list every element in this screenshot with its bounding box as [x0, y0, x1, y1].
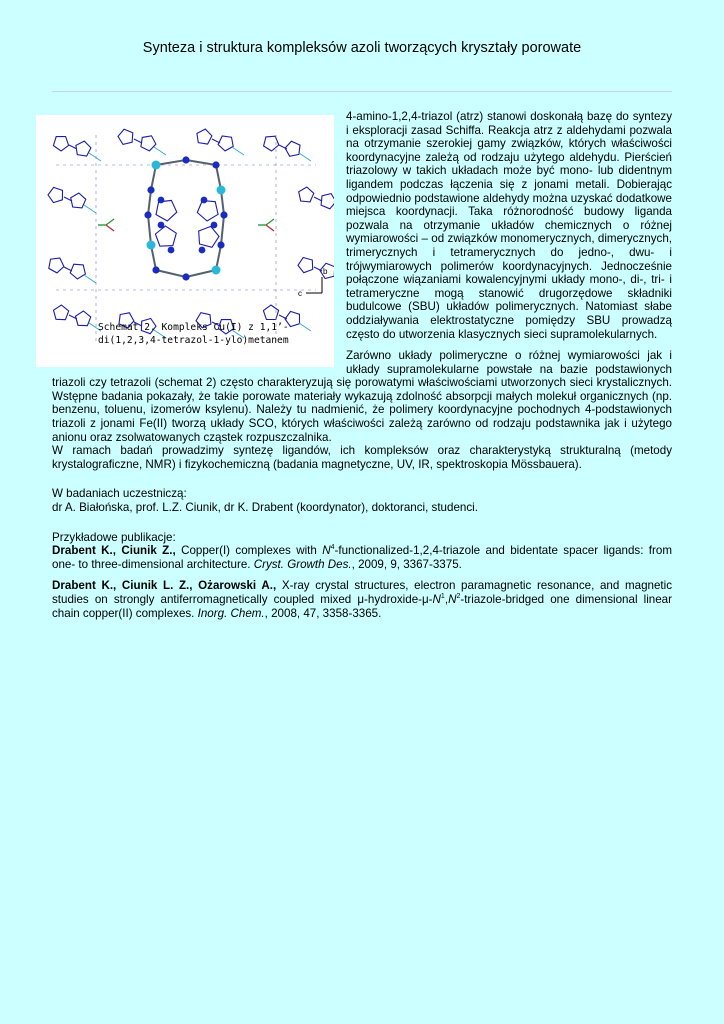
bond	[186, 160, 216, 165]
team-members: dr A. Białońska, prof. L.Z. Ciunik, dr K. Drabent (koordynator), doktoranci, studenci.	[52, 501, 478, 515]
tetrazole-ring	[156, 200, 177, 221]
tetrazole-ring	[218, 136, 233, 151]
publication-1	[52, 544, 672, 571]
copper-atom	[152, 161, 161, 170]
pub1-authors: Drabent K., Ciunik Z.,	[52, 544, 176, 558]
pub2-details: , 2008, 47, 3358-3365.	[264, 606, 382, 620]
tetrazole-ring	[299, 187, 314, 202]
pub2-n1-italic: N	[432, 593, 441, 606]
main-content	[52, 110, 672, 620]
bond	[299, 153, 311, 161]
bond	[266, 225, 274, 231]
nitrogen-atom	[168, 247, 175, 254]
tetrazole-ring	[321, 194, 334, 209]
paragraph-porous: Zarówno układy polimeryczne o różnej wymiarowości jak i układy supramolekularne powstałe na bazie podstawionych triazoli czy tetrazoli (schemat 2) często charakteryzują się porowatymi właściwościami utworzonych sieci krystalicznych. Wstępne badania pokazały, że takie porowate materiały wykazują zdolność absorpcji małych molekuł organicznych (np. benzenu, toluenu, izomerów ksylenu). Należy tu nadmienić, że polimery koordynacyjne pochodnych 4-podstawionych triazoli z jonami Fe(II) tworzą układy SCO, których właściwości zależą zarówno od rodzaju podstawnika jak i użytego anionu oraz zsolwatowanych cząstek rozpuszczalnika.	[52, 349, 672, 444]
pub1-details: , 2009, 9, 3367-3375.	[351, 557, 462, 571]
bond	[221, 215, 224, 245]
nitrogen-atom	[217, 241, 224, 248]
tetrazole-ring	[76, 311, 91, 326]
caption-line-1: Schemat 2. Kompleks Cu(I) z 1,1’-	[98, 322, 289, 333]
pub1-n-italic: N	[322, 544, 331, 558]
bond	[84, 275, 96, 283]
page-title: Synteza i struktura kompleksów azoli tworzących kryształy porowate	[142, 40, 582, 56]
pub2-superscript-1: 1	[440, 593, 445, 600]
bond	[232, 147, 244, 155]
pub1-title-end: -functionalized-1,2,4-triazole and bidentate spacer ligands: from one- to three-dimensional architecture.	[52, 544, 672, 571]
pub2-superscript-2: 2	[456, 593, 461, 600]
paragraph-research: W ramach badań prowadzimy syntezę ligandów, ich kompleksów oraz charakterystyką strukturalną (metody krystalograficzne, NMR) i fizykochemiczną (badania magnetyczne, UV, IR, spektroskopia Mössbauera).	[52, 444, 672, 471]
bond	[84, 205, 96, 213]
tetrazole-ring	[197, 129, 212, 144]
tetrazole-ring	[285, 141, 300, 156]
tetrazole-ring	[263, 305, 278, 320]
nitrogen-atom	[220, 211, 227, 218]
figure-caption	[98, 321, 298, 347]
tetrazole-ring	[298, 258, 313, 273]
nitrogen-atom	[182, 156, 189, 163]
bond	[106, 225, 114, 231]
tetrazole-ring	[48, 187, 63, 202]
publications-section	[52, 531, 672, 621]
nitrogen-atom	[158, 197, 165, 204]
tetrazole-ring	[155, 226, 176, 246]
tetrazole-ring	[54, 305, 69, 320]
bond	[148, 190, 151, 215]
bond	[266, 219, 274, 225]
copper-atom	[217, 186, 226, 195]
bond	[134, 139, 142, 143]
tetrazole-ring	[264, 136, 279, 151]
tetrazole-ring	[197, 201, 218, 221]
bond	[154, 147, 166, 155]
paragraph-intro: 4-amino-1,2,4-triazol (atrz) stanowi doskonałą bazę do syntezy i eksploracji zasad Schiffa. Reakcja atrz z aldehydami pozwala na otrzymanie szerokiej gamy związków, których właściwości koordynacyjne zależą od rodzaju użytego aldehydu. Pierścień triazolowy w takich układach może być mono- lub didentnym ligandem podczas łączenia się z jonami metali. Dobierając odpowiednio podstawione aldehydy można uzyskać dodatkowe miejsca koordynacji. Taka różnorodność budowy liganda pozwala na otrzymanie układów chemicznych o różnej wymiarowości – od związków monomerycznych, dimerycznych, trimerycznych i tetramerycznych do jedno-, dwu- i trójwymiarowych polimerów koordynacyjnych. Jednocześnie połączone wiązaniami kowalencyjnymi układy mono-, di-, tri- i tetrameryczne mogą stanowić drugorzędowe składniki budulcowe (SBU) układów polimerycznych. Natomiast słabe oddziaływania elektrostatyczne pomiędzy SBU prowadzą często do utworzenia klasycznych sieci supramolekularnych.	[346, 110, 672, 341]
nitrogen-atom	[158, 222, 165, 229]
pub2-title-start: X-ray crystal structures, electron paramagnetic resonance, and magnetic studies on strongly antiferromagnetically coupled mixed μ-hydroxide-μ-	[52, 579, 673, 606]
copper-atom	[212, 266, 221, 275]
publication-2	[52, 579, 672, 620]
team-section	[52, 487, 672, 514]
copper-atom	[147, 241, 156, 250]
nitrogen-atom	[212, 161, 219, 168]
nitrogen-atom	[201, 197, 208, 204]
bond	[156, 160, 186, 165]
tetrazole-ring	[53, 137, 68, 152]
tetrazole-ring	[199, 226, 219, 247]
team-heading: W badaniach uczestniczą:	[52, 487, 187, 501]
pub1-title-start: Copper(I) complexes with	[175, 544, 323, 558]
bond	[156, 270, 186, 277]
caption-line-2: di(1,2,3,4-tetrazol-1-ylo)metanem	[98, 335, 289, 346]
pub2-n2-italic: N	[448, 593, 457, 606]
tetrazole-ring	[49, 258, 64, 273]
crystal-structure-figure	[36, 115, 334, 367]
bond	[212, 139, 220, 143]
bond	[299, 323, 311, 331]
tetrazole-ring	[71, 193, 86, 208]
bond	[314, 197, 322, 201]
title-divider	[52, 91, 672, 92]
bond	[106, 219, 114, 225]
axis-label-c: c	[298, 289, 302, 298]
nitrogen-atom	[199, 247, 206, 254]
pub2-separator: ,	[444, 593, 449, 606]
nitrogen-atom	[152, 266, 159, 273]
pub2-journal: Inorg. Chem.	[197, 606, 265, 620]
pub2-title-end: -triazole-bridged one dimensional linear chain copper(II) complexes.	[52, 593, 672, 620]
tetrazole-ring	[76, 141, 91, 156]
bond	[89, 153, 101, 161]
tetrazole-ring	[141, 136, 156, 151]
bond	[148, 215, 151, 245]
pub2-authors: Drabent K., Ciunik L. Z., Ożarowski A.,	[52, 579, 277, 593]
nitrogen-atom	[147, 186, 154, 193]
pub1-journal: Cryst. Growth Des.	[253, 557, 352, 571]
bond	[186, 270, 216, 277]
publications-heading: Przykładowe publikacje:	[52, 530, 176, 544]
nitrogen-atom	[182, 273, 189, 280]
tetrazole-ring	[118, 129, 133, 144]
tetrazole-ring	[70, 264, 85, 279]
nitrogen-atom	[144, 211, 151, 218]
pub1-superscript: 4	[330, 544, 335, 552]
bond	[64, 267, 72, 271]
nitrogen-atom	[211, 222, 218, 229]
axis-label-b: b	[323, 267, 328, 276]
